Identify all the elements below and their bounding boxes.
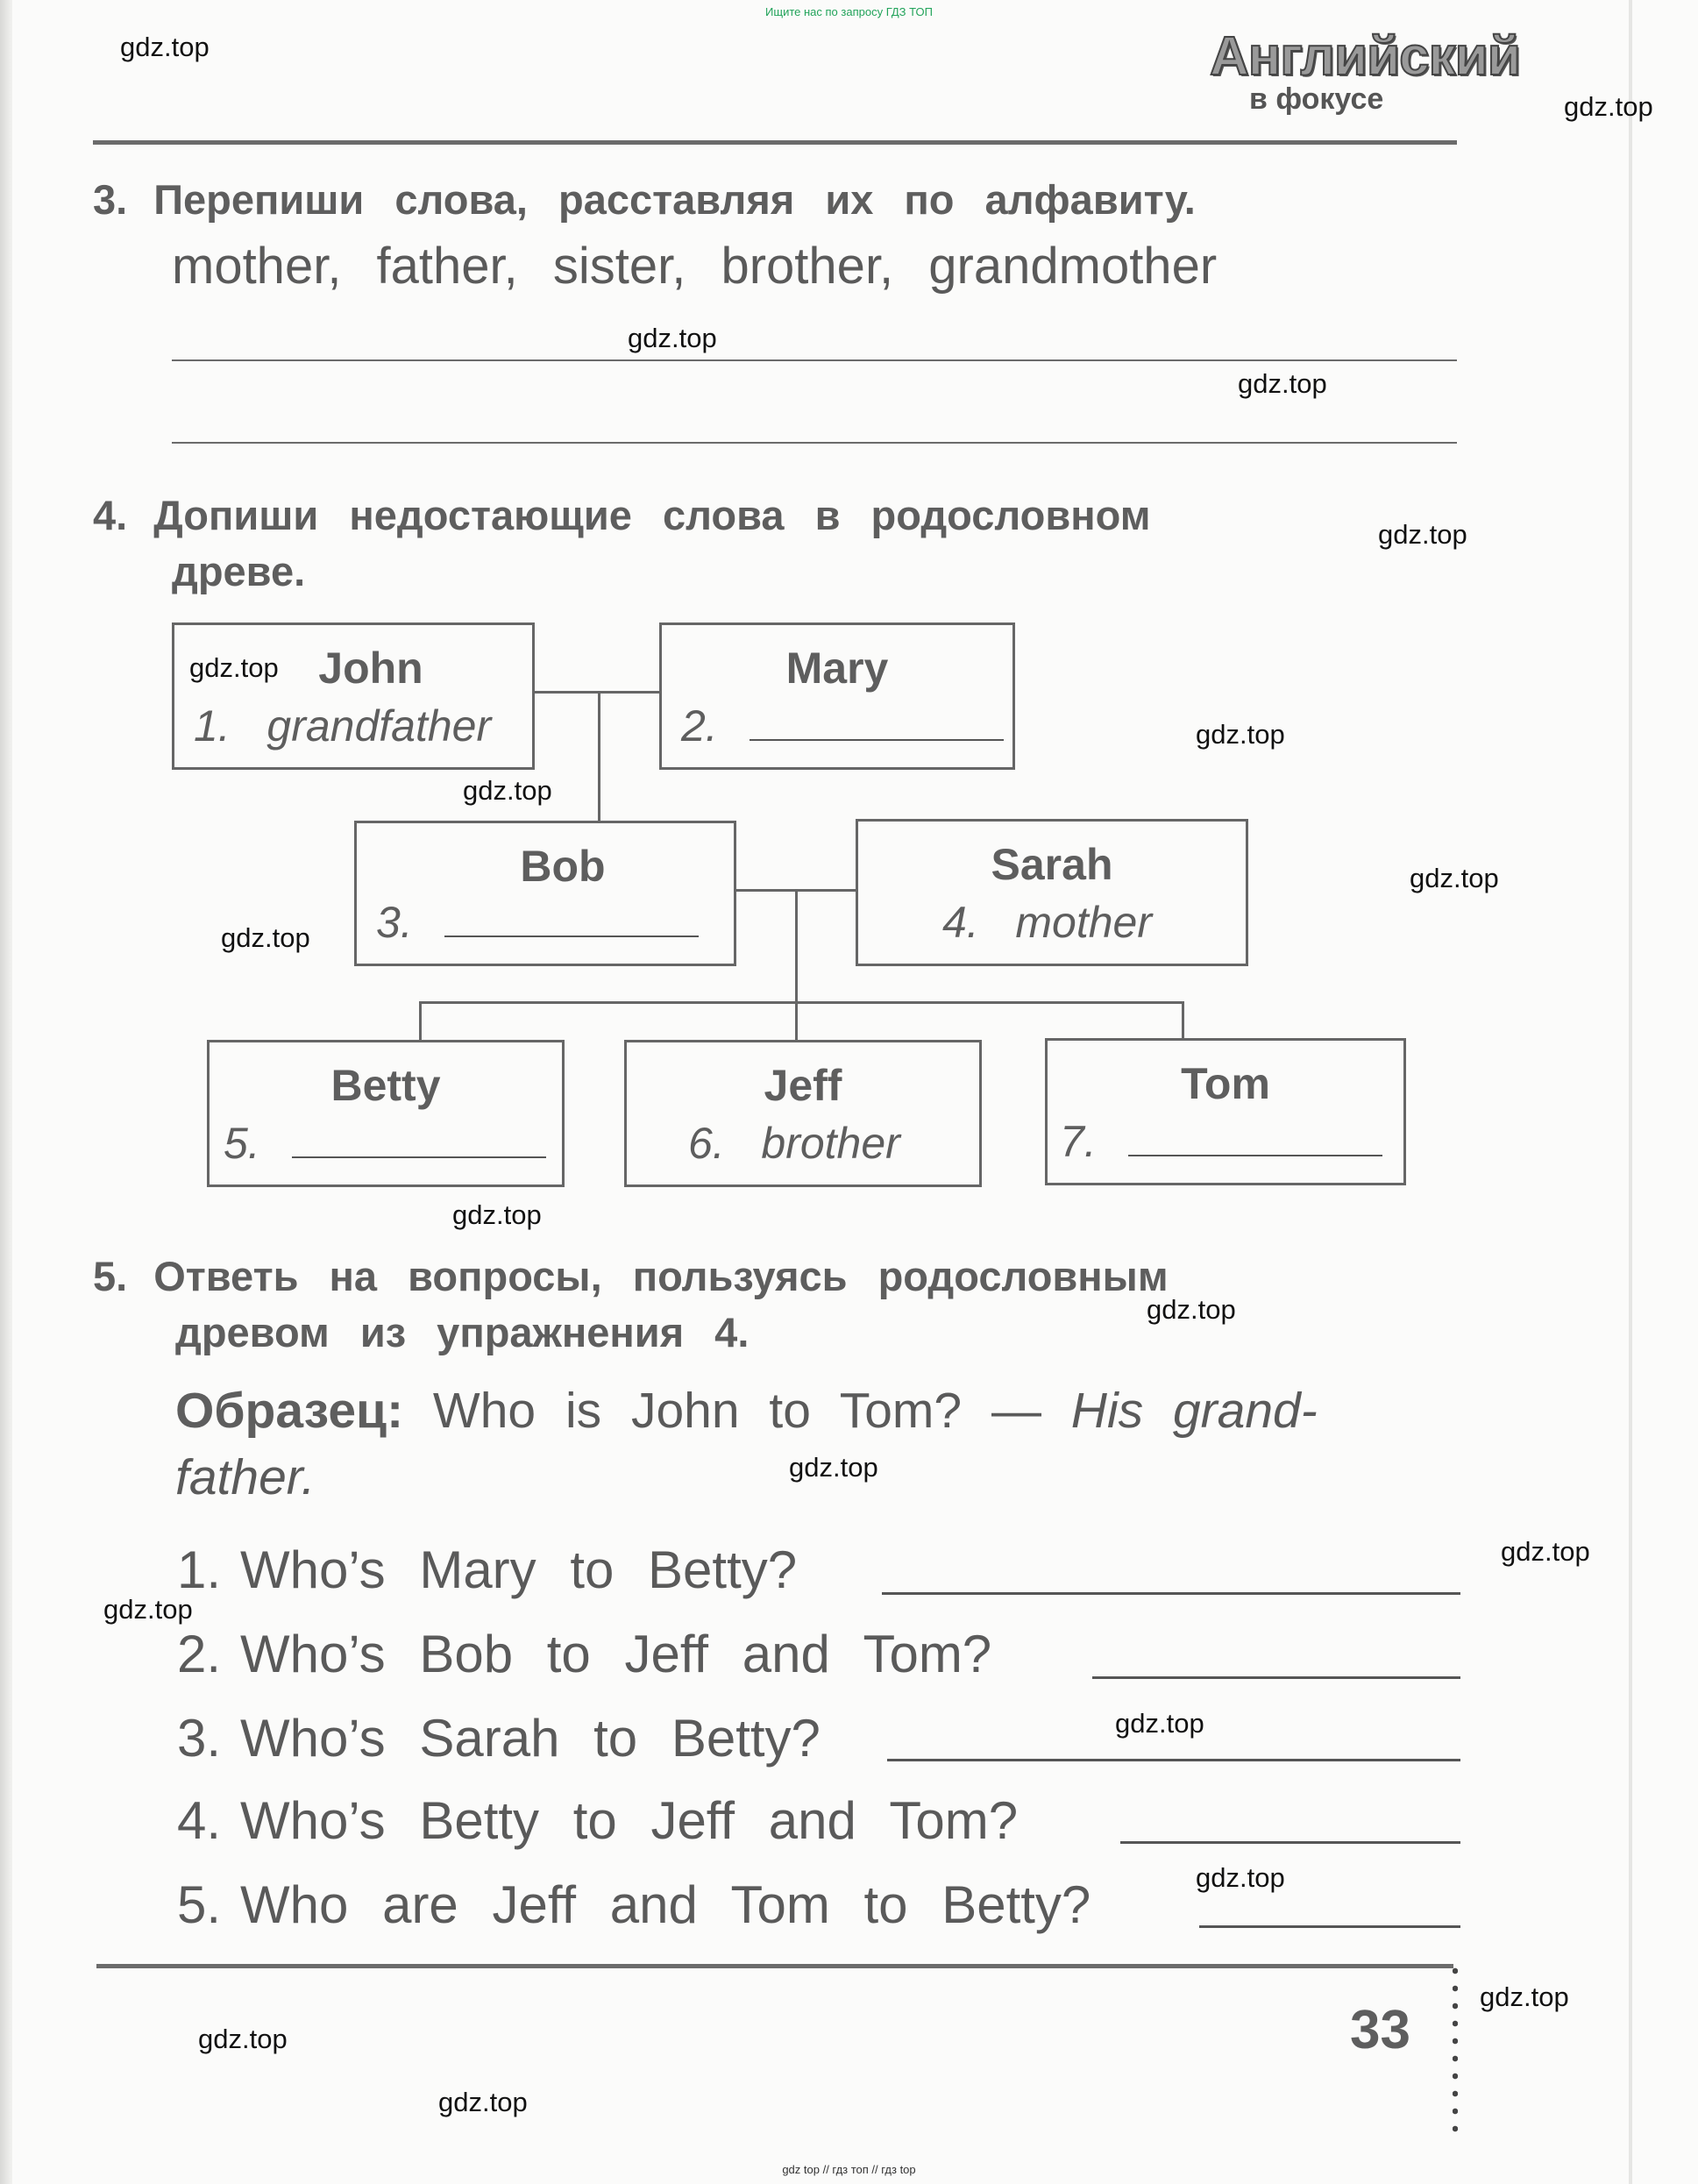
- watermark: gdz.top: [1196, 1862, 1285, 1893]
- watermark: gdz.top: [1196, 719, 1285, 750]
- sample-label: Образец:: [175, 1383, 404, 1439]
- blank-line: [292, 1156, 546, 1158]
- header-rule: [93, 140, 1457, 145]
- tree-name: Mary: [785, 644, 889, 693]
- blank-line: [1128, 1155, 1382, 1156]
- tree-box-jeff: [624, 1040, 982, 1187]
- question-number: 4.: [177, 1791, 222, 1850]
- tree-connector: [419, 1001, 1183, 1004]
- tree-num: 7.: [1060, 1117, 1097, 1166]
- tree-answer-text: brother: [761, 1119, 900, 1168]
- watermark: gdz.top: [789, 1452, 878, 1483]
- page-edge-shadow: [0, 0, 12, 2184]
- tree-answer: [942, 897, 1152, 948]
- tree-name: Sarah: [991, 840, 1113, 889]
- tree-num: 6.: [688, 1119, 725, 1168]
- tree-answer: [376, 897, 699, 948]
- logo-subtitle: в фокусе: [1249, 82, 1384, 116]
- answer-line: [172, 359, 1457, 361]
- question-number: 5.: [177, 1875, 222, 1934]
- task4-instruction-line1: Допиши недостающие слова в родословном: [153, 492, 1151, 538]
- task3-number: 3.: [93, 176, 128, 223]
- watermark: gdz.top: [463, 775, 552, 806]
- sample-answer: His grand-: [1070, 1383, 1318, 1439]
- answer-line: [172, 442, 1457, 444]
- tree-num: 1.: [194, 701, 231, 751]
- tree-num: 2.: [681, 701, 718, 751]
- watermark: gdz.top: [628, 323, 717, 353]
- question-row: [177, 1540, 797, 1600]
- sample-answer-continued: father.: [175, 1449, 316, 1505]
- question-row: [177, 1875, 1091, 1935]
- watermark: gdz.top: [438, 2087, 528, 2117]
- question-row: [177, 1708, 821, 1768]
- question-text: Who are Jeff and Tom to Betty?: [240, 1875, 1091, 1934]
- task5-instruction-line1: Ответь на вопросы, пользуясь родословным: [153, 1253, 1169, 1299]
- page-edge-line: [1629, 0, 1632, 2184]
- tree-name: Jeff: [764, 1061, 842, 1110]
- task4-heading: [93, 487, 1150, 544]
- bottom-note: gdz top // гдз топ // гдз top: [782, 2163, 916, 2176]
- answer-line: [887, 1759, 1460, 1761]
- top-note: Ищите нас по запросу ГДЗ ТОП: [765, 5, 933, 18]
- footer-rule: [96, 1964, 1453, 1968]
- task3-heading: [93, 172, 1196, 228]
- watermark: gdz.top: [189, 652, 279, 683]
- question-text: Who’s Sarah to Betty?: [240, 1709, 821, 1768]
- question-text: Who’s Mary to Betty?: [240, 1540, 798, 1599]
- question-text: Who’s Bob to Jeff and Tom?: [240, 1625, 992, 1683]
- tree-num: 4.: [942, 898, 979, 947]
- tree-answer: [688, 1118, 900, 1169]
- watermark: gdz.top: [452, 1199, 542, 1230]
- question-number: 3.: [177, 1709, 222, 1768]
- tree-connector: [795, 889, 798, 1040]
- answer-line: [882, 1592, 1460, 1595]
- tree-box-bob: [354, 821, 736, 966]
- question-row: [177, 1624, 991, 1684]
- tree-connector: [535, 691, 659, 694]
- question-row: [177, 1790, 1018, 1851]
- page-number: 33: [1350, 2000, 1410, 2060]
- answer-line: [1092, 1676, 1460, 1679]
- blank-line: [750, 739, 1004, 741]
- tree-answer: [1060, 1116, 1382, 1167]
- task3-instruction: Перепиши слова, расставляя их по алфавиту.: [153, 176, 1196, 223]
- task4-instruction-line2: древе.: [172, 548, 306, 594]
- watermark: gdz.top: [1480, 1981, 1569, 2012]
- tree-num: 3.: [376, 898, 413, 947]
- tree-answer: [224, 1118, 546, 1169]
- tree-connector: [1182, 1001, 1184, 1038]
- tree-box-betty: [207, 1040, 565, 1187]
- tree-box-tom: [1045, 1038, 1406, 1185]
- watermark: gdz.top: [1501, 1536, 1590, 1567]
- watermark: gdz.top: [1378, 519, 1467, 550]
- blank-line: [444, 935, 699, 937]
- task5-instruction-line2: древом из упражнения 4.: [175, 1309, 750, 1355]
- task4-number: 4.: [93, 492, 128, 538]
- tree-name: Betty: [330, 1061, 441, 1110]
- tree-name: John: [318, 644, 423, 693]
- task3-words: mother, father, sister, brother, grandmother: [172, 238, 1218, 295]
- watermark: gdz.top: [1147, 1294, 1236, 1325]
- answer-line: [1120, 1841, 1460, 1844]
- logo-title: Английский: [1210, 26, 1520, 87]
- tree-box-sarah: [856, 819, 1248, 966]
- tree-box-john: [172, 622, 535, 770]
- question-text: Who’s Betty to Jeff and Tom?: [240, 1791, 1019, 1850]
- watermark: gdz.top: [103, 1594, 193, 1625]
- tree-num: 5.: [224, 1119, 260, 1168]
- question-number: 1.: [177, 1540, 222, 1599]
- task5-heading: [93, 1249, 1169, 1305]
- tree-answer-text: mother: [1015, 898, 1153, 947]
- watermark: gdz.top: [1564, 91, 1653, 122]
- watermark: gdz.top: [120, 32, 210, 62]
- sample-line-2: [175, 1448, 315, 1506]
- tree-name: Bob: [520, 842, 606, 891]
- tree-name: Tom: [1181, 1059, 1270, 1108]
- question-number: 2.: [177, 1625, 222, 1683]
- tree-answer-text: grandfather: [266, 701, 492, 751]
- sample-line: [175, 1382, 1318, 1440]
- tree-connector: [598, 691, 600, 821]
- watermark: gdz.top: [198, 2024, 288, 2054]
- tree-answer: [681, 701, 1004, 751]
- page-edge-dots: [1453, 1962, 1458, 2138]
- tree-connector: [419, 1001, 422, 1040]
- watermark: gdz.top: [1238, 368, 1327, 399]
- watermark: gdz.top: [1410, 863, 1499, 893]
- task5-number: 5.: [93, 1253, 128, 1299]
- sample-question: Who is John to Tom? —: [432, 1383, 1041, 1439]
- tree-box-mary: [659, 622, 1015, 770]
- answer-line: [1199, 1925, 1460, 1928]
- watermark: gdz.top: [221, 922, 310, 953]
- tree-answer: [194, 701, 491, 751]
- watermark: gdz.top: [1115, 1708, 1204, 1739]
